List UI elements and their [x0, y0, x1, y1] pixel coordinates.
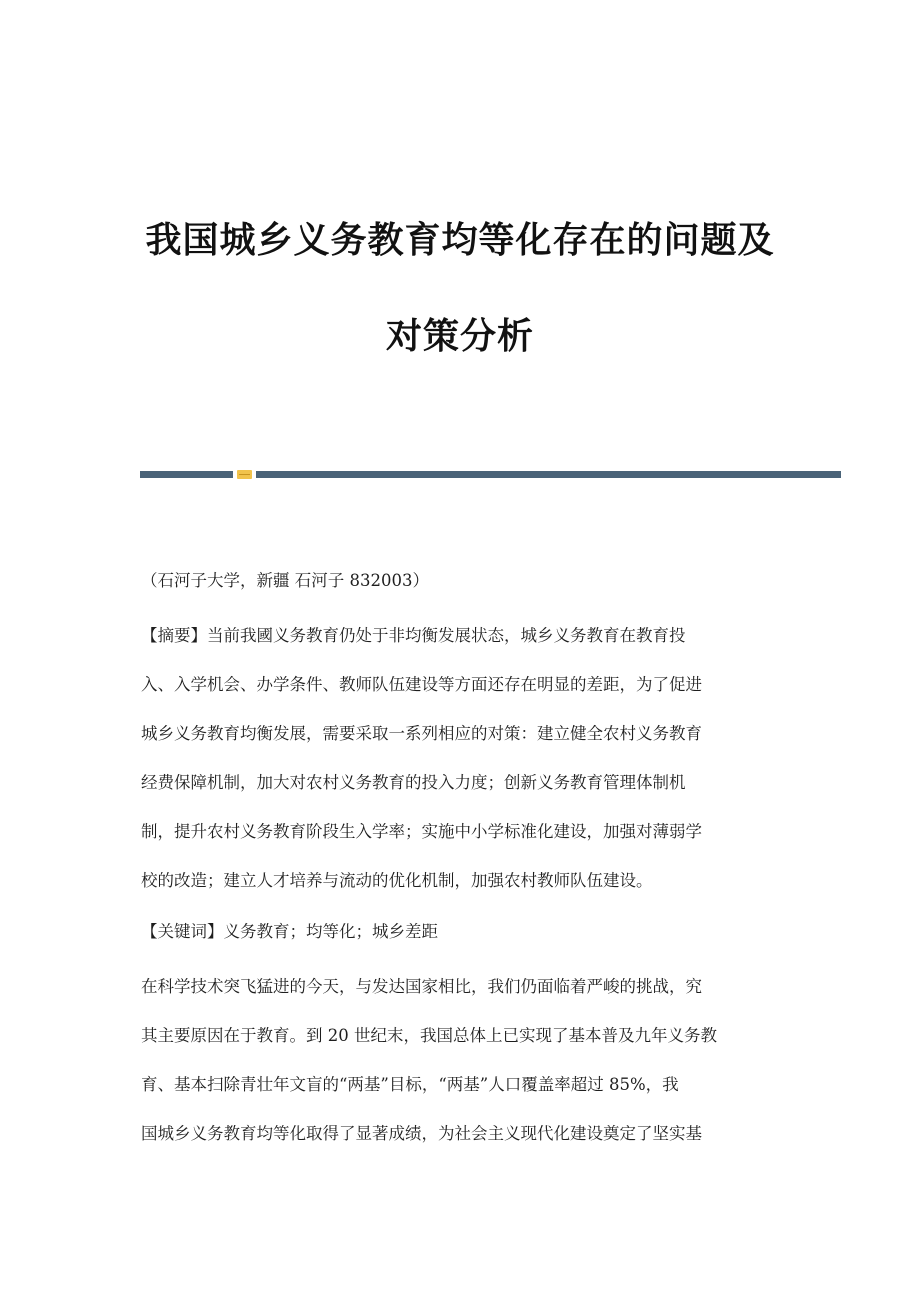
- body-line: 其主要原因在于教育。到 20 世纪末，我国总体上已实现了基本普及九年义务教: [141, 1026, 717, 1045]
- affiliation-text: （石河子大学，新疆 石河子 832003）: [141, 571, 429, 590]
- abstract-line: 城乡义务教育均衡发展，需要采取一系列相应的对策：建立健全农村义务教育: [141, 724, 702, 743]
- keywords-text: 【关键词】义务教育；均等化；城乡差距: [141, 922, 438, 941]
- body-line: 育、基本扫除青壮年文盲的“两基”目标，“两基”人口覆盖率超过 85%，我: [141, 1075, 679, 1094]
- body-paragraph: [141, 962, 781, 1158]
- body-line: 国城乡义务教育均等化取得了显著成绩，为社会主义现代化建设奠定了坚实基: [141, 1124, 702, 1143]
- abstract-line: 【摘要】当前我國义务教育仍处于非均衡发展状态，城乡义务教育在教育投: [141, 626, 686, 645]
- keywords-paragraph: [141, 907, 781, 956]
- author-affiliation: [141, 556, 781, 605]
- page-title-line-2: 对策分析: [385, 315, 534, 357]
- divider-left-segment: [140, 471, 233, 478]
- divider-right-segment: [256, 471, 841, 478]
- body-line: 在科学技术突飞猛进的今天，与发达国家相比，我们仍面临着严峻的挑战，究: [141, 977, 702, 996]
- divider-ornament-icon: [237, 470, 252, 479]
- abstract-line: 入、入学机会、办学条件、教师队伍建设等方面还存在明显的差距，为了促进: [141, 675, 702, 694]
- abstract-line: 制，提升农村义务教育阶段生入学率；实施中小学标准化建设，加强对薄弱学: [141, 822, 702, 841]
- abstract-line: 校的改造；建立人才培养与流动的优化机制，加强农村教师队伍建设。: [141, 871, 653, 890]
- page-title-line-1: 我国城乡义务教育均等化存在的问题及: [145, 219, 775, 261]
- abstract-paragraph: [141, 611, 781, 905]
- abstract-line: 经费保障机制，加大对农村义务教育的投入力度；创新义务教育管理体制机: [141, 773, 686, 792]
- title-divider: [140, 470, 841, 479]
